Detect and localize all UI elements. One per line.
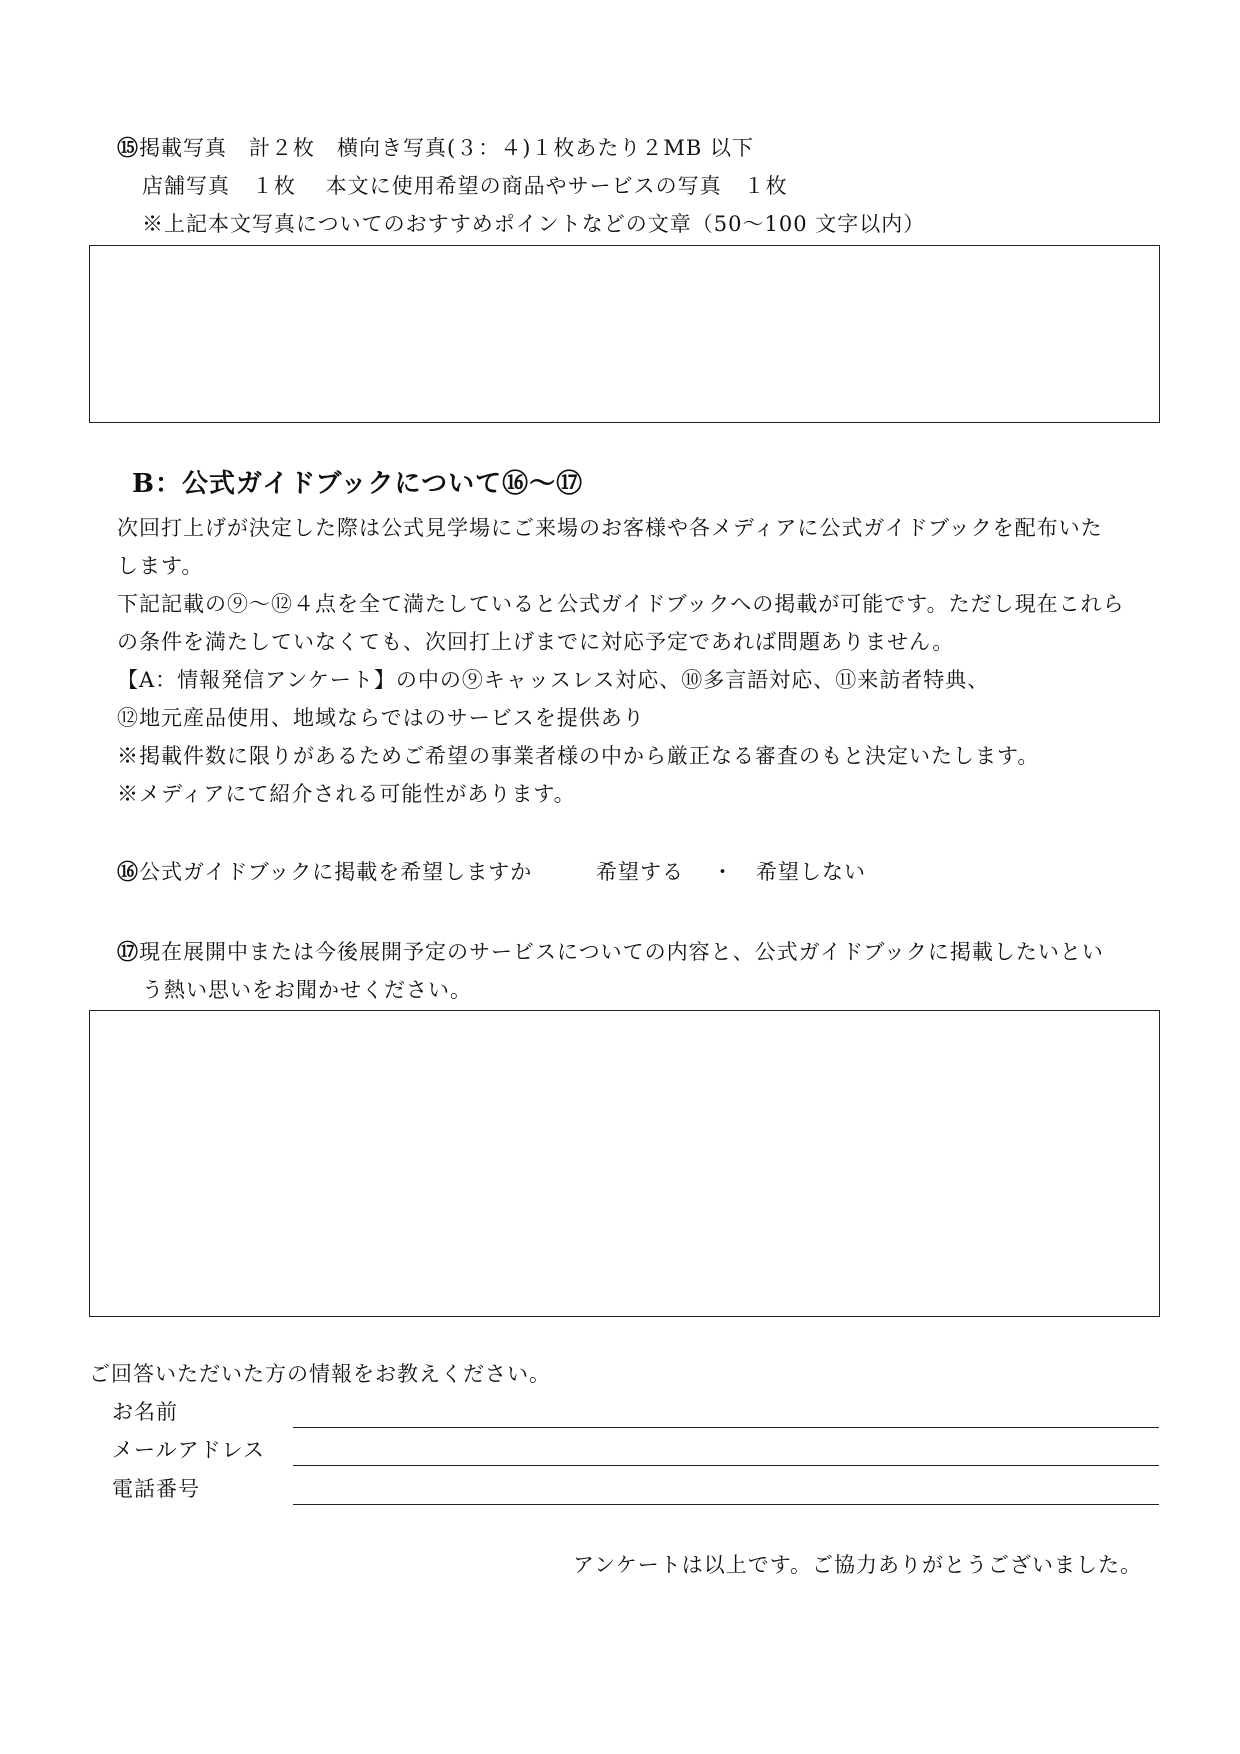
section-b-paragraph-6: ⑫地元産品使用、地域ならではのサービスを提供あり [117,706,645,730]
q16-question [117,858,532,886]
q15-title-text: 掲載写真 計２枚 横向き写真(３：４)１枚あたり２MB 以下 [139,136,754,160]
section-b-paragraph-8: ※メディアにて紹介される可能性があります。 [117,782,576,806]
q17-text-line1: 現在展開中または今後展開予定のサービスについての内容と、公式ガイドブックに掲載したいとい [139,940,1104,964]
q16-option-no[interactable]: 希望しない [756,860,866,884]
q15-note: ※上記本文写真についてのおすすめポイントなどの文章（50～100 文字以内） [142,212,926,236]
email-label: メールアドレス [112,1438,265,1462]
name-label: お名前 [112,1400,178,1424]
q16-separator: ・ [712,860,734,884]
closing-message: アンケートは以上です。ご協力ありがとうございました。 [573,1553,1143,1577]
email-field[interactable] [293,1465,1159,1466]
section-b-paragraph-7: ※掲載件数に限りがあるためご希望の事業者様の中から厳正なる審査のもと決定いたします。 [117,744,1040,768]
q15-answer-box[interactable] [89,245,1160,423]
section-b-paragraph-2: します。 [117,554,204,578]
phone-field[interactable] [293,1504,1159,1505]
q16-option-yes[interactable]: 希望する [596,860,684,884]
section-b-paragraph-3: 下記記載の⑨～⑫４点を全て満たしていると公式ガイドブックへの掲載が可能です。ただし現在これら [117,592,1125,616]
q16-number: ⑯ [117,859,139,884]
phone-label: 電話番号 [112,1477,200,1501]
q17-text-line2: う熱い思いをお聞かせください。 [142,978,472,1002]
q17-question [117,938,1104,966]
section-b-paragraph-5: 【A：情報発信アンケート】の中の⑨キャッスレス対応、⑩多言語対応、⑪来訪者特典、 [117,668,990,692]
respondent-intro: ご回答いただいた方の情報をお教えください。 [89,1362,551,1386]
q15-store-photo-line: 店舗写真 １枚 本文に使用希望の商品やサービスの写真 １枚 [142,174,788,198]
q15-title [117,134,754,162]
name-field[interactable] [293,1427,1159,1428]
q16-text: 公式ガイドブックに掲載を希望しますか [139,860,533,884]
q15-number: ⑮ [117,135,139,160]
q17-answer-box[interactable] [89,1010,1160,1317]
section-b-paragraph-4: の条件を満たしていなくても、次回打上げまでに対応予定であれば問題ありません。 [117,630,955,654]
section-b-paragraph-1: 次回打上げが決定した際は公式見学場にご来場のお客様や各メディアに公式ガイドブックを配布いた [117,516,1103,540]
section-b-heading: B：公式ガイドブックについて⑯～⑰ [132,469,584,499]
q17-number: ⑰ [117,939,139,964]
